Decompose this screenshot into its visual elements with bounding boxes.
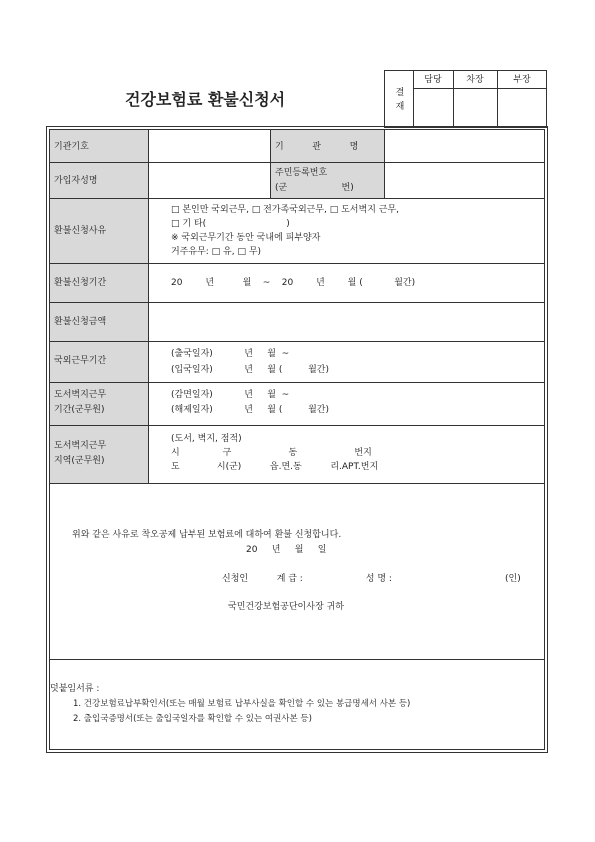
org-code-field[interactable] [150,132,268,160]
seal-mark: (인) [505,574,521,584]
attachments-heading: 덧붙임서류 : [50,684,100,694]
remote-period-label-line-2: 기간(군무원) [54,405,105,415]
overseas-period-label: 국외근무기간 [54,356,107,366]
resident-number-field[interactable] [386,165,543,196]
departure-date-line[interactable]: (출국일자) 년 월 ~ [171,349,290,359]
remote-area-address-line-1[interactable]: 시 구 동 번지 [171,448,372,458]
org-name-label: 기 관 명 [275,142,359,152]
remote-area-type-line: (도서, 벽지, 점적) [171,434,242,444]
refund-period-value[interactable]: 20 년 월 ~ 20 년 월 ( 월간) [171,278,416,288]
refund-period-label: 환불신청기간 [54,278,107,288]
approval-column-deputy-manager: 차장 [466,75,484,85]
applicant-line[interactable]: 신청인 계 급 : 성 명 : [222,574,392,584]
org-code-label: 기관기호 [54,142,89,152]
reason-note-line: ※ 국외근무기간 동안 국내에 피부양자 [171,233,321,243]
refund-amount-field[interactable] [150,305,543,339]
attachment-item-2: 2. 출입국증명서(또는 출입국일자를 확인할 수 있는 여권사본 등) [73,714,312,724]
subscriber-name-field[interactable] [150,165,268,196]
subscriber-name-label: 가입자성명 [54,176,98,186]
reduction-date-line[interactable]: (감면일자) 년 월 ~ [171,390,290,400]
addressee-line: 국민건강보험공단이사장 귀하 [228,602,344,612]
approval-label: 결 재 [395,88,405,112]
remote-period-label-line-1: 도서벽지근무 [54,390,107,400]
declaration-date[interactable]: 20 년 월 일 [246,545,327,555]
military-number-label: (군 번) [275,183,354,193]
entry-date-line[interactable]: (입국일자) 년 월 ( 월간) [171,365,329,375]
approval-column-staff: 담당 [424,75,442,85]
attachment-item-1: 1. 건강보험료납부확인서(또는 매월 보험료 납부사실을 확인할 수 있는 봉급명세서 사본 등) [73,699,411,709]
refund-amount-label: 환불신청금액 [54,317,107,327]
reason-residence-line[interactable]: 거주유무: □ 유, □ 무) [171,247,262,257]
remote-area-address-line-2[interactable]: 도 시(군) 읍.면.동 리.APT.번지 [171,462,379,472]
declaration-text: 위와 같은 사유로 착오공제 납부된 보험료에 대하여 환불 신청합니다. [72,530,342,540]
refund-reason-label: 환불신청사유 [54,226,107,236]
resident-number-label: 주민등록번호 [275,168,328,178]
org-name-field[interactable] [386,132,543,160]
approval-column-manager: 부장 [513,75,531,85]
reason-other-line[interactable]: □ 기 타( ) [171,219,290,229]
reason-checkbox-line[interactable]: □ 본인만 국외근무, □ 전가족국외근무, □ 도서벽지 근무, [171,205,399,215]
form-title: 건강보험료 환불신청서 [125,90,286,109]
remote-area-label-line-1: 도서벽지근무 [54,441,107,451]
release-date-line[interactable]: (해제일자) 년 월 ( 월간) [171,405,329,415]
remote-area-label-line-2: 지역(군무원) [54,456,105,466]
